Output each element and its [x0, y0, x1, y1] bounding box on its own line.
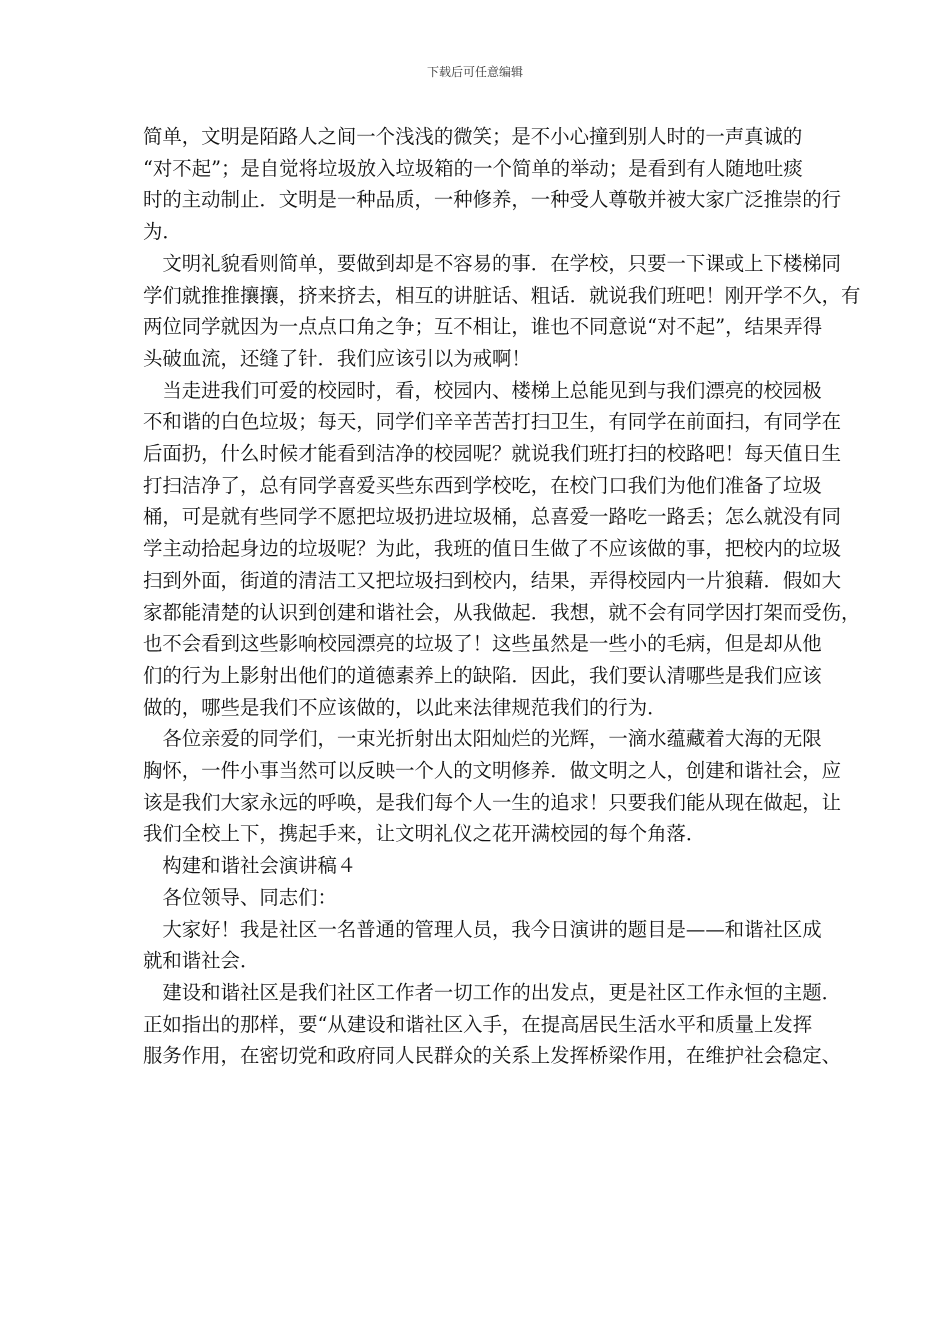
text-line: 头破血流，还缝了针．我们应该引以为戒啊！: [143, 346, 531, 370]
text-line: 后面扔，什么时候才能看到洁净的校园呢？就说我们班打扫的校路吧！每天值日生: [143, 442, 842, 466]
text-line: 扫到外面，街道的清洁工又把垃圾扫到校内，结果，弄得校园内一片狼藉．假如大: [143, 568, 842, 592]
text-line: 当走进我们可爱的校园时，看，校园内、楼梯上总能见到与我们漂亮的校园极: [143, 378, 822, 402]
text-line: 两位同学就因为一点点口角之争；互不相让，谁也不同意说“对不起”，结果弄得: [143, 315, 823, 339]
salutation-line: 各位领导、同志们：: [143, 885, 337, 909]
text-line: 各位亲爱的同学们，一束光折射出太阳灿烂的光辉，一滴水蕴藏着大海的无限: [143, 727, 822, 751]
text-line: 服务作用，在密切党和政府同人民群众的关系上发挥桥梁作用，在维护社会稳定、: [143, 1044, 842, 1068]
text-line: 时的主动制止．文明是一种品质，一种修养，一种受人尊敬并被大家广泛推崇的行: [143, 188, 842, 212]
text-line: 为．: [143, 220, 182, 244]
page-header-note: 下载后可任意编辑: [426, 65, 523, 79]
text-line: 就和谐社会．: [143, 949, 260, 973]
text-line: 胸怀，一件小事当然可以反映一个人的文明修养．做文明之人，创建和谐社会，应: [143, 759, 842, 783]
text-line: 文明礼貌看则简单，要做到却是不容易的事．在学校，只要一下课或上下楼梯同: [143, 251, 842, 275]
text-line: 也不会看到这些影响校园漂亮的垃圾了！这些虽然是一些小的毛病，但是却从他: [143, 632, 822, 656]
section-title-line: 构建和谐社会演讲稿４: [143, 854, 357, 878]
text-line: 学主动拾起身边的垃圾呢？为此，我班的值日生做了不应该做的事，把校内的垃圾: [143, 537, 842, 561]
text-line: 不和谐的白色垃圾；每天，同学们辛辛苦苦打扫卫生，有同学在前面扫，有同学在: [143, 410, 842, 434]
text-line: 家都能清楚的认识到创建和谐社会，从我做起．我想，就不会有同学因打架而受伤，: [143, 600, 861, 624]
text-line: 建设和谐社区是我们社区工作者一切工作的出发点，更是社区工作永恒的主题．: [143, 980, 842, 1004]
text-line: 该是我们大家永远的呼唤，是我们每个人一生的追求！只要我们能从现在做起，让: [143, 790, 842, 814]
text-line: 大家好！我是社区一名普通的管理人员，我今日演讲的题目是——和谐社区成: [143, 917, 822, 941]
text-line: 桶，可是就有些同学不愿把垃圾扔进垃圾桶，总喜爱一路吃一路丢；怎么就没有同: [143, 505, 842, 529]
text-line: 打扫洁净了，总有同学喜爱买些东西到学校吃，在校门口我们为他们准备了垃圾: [143, 473, 822, 497]
text-line: 学们就推推攘攘，挤来挤去，相互的讲脏话、粗话．就说我们班吧！刚开学不久，有: [143, 283, 861, 307]
text-line: “对不起”；是自觉将垃圾放入垃圾箱的一个简单的举动；是看到有人随地吐痰: [143, 156, 803, 180]
text-line: 简单，文明是陌路人之间一个浅浅的微笑；是不小心撞到别人时的一声真诚的: [143, 125, 803, 148]
text-line: 我们全校上下，携起手来，让文明礼仪之花开满校园的每个角落．: [143, 822, 706, 846]
text-line: 正如指出的那样，要“从建设和谐社区入手，在提高居民生活水平和质量上发挥: [143, 1012, 813, 1036]
text-line: 们的行为上影射出他们的道德素养上的缺陷．因此，我们要认清哪些是我们应该: [143, 663, 822, 687]
text-line: 做的，哪些是我们不应该做的，以此来法律规范我们的行为．: [143, 695, 667, 719]
document-body: [143, 121, 861, 1072]
